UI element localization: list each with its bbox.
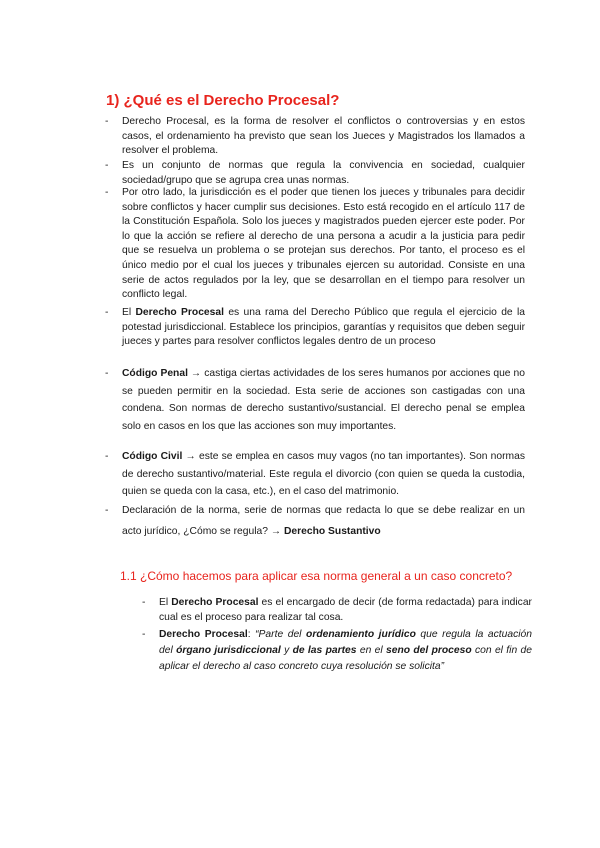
bullet-dash: - [105,187,109,198]
list-item: - El Derecho Procesal es una rama del Derecho Público que regula el ejercicio de la potestad jurisdiccional. Establece los principios, garantías y requisitos que deben seguir jueces y partes para resolver conflictos legales dentro de un proceso [105,307,525,348]
list-item: - Código Civil → este se emplea en casos muy vagos (no tan importantes). Son normas de derecho sustantivo/material. Este regula el divorcio (con quien se queda la custodia, quien se queda con la casa, etc.), en el caso del matrimonio. [105,448,525,501]
arrow-icon: → [182,451,199,462]
term-bold: Código Penal [122,368,188,379]
term-bold: Código Civil [122,451,183,462]
bullet-dash: - [105,160,109,171]
item-text: Por otro lado, la jurisdicción es el poder que tienen los jueces y tribunales para decidir sobre conflictos y hacer cumplir sus decisiones. Esto está recogido en el artículo 117 de la Constitución Española. Solo los jueces y magistrados pueden ejercer este poder. Por lo que la acción se refiere al derecho de una persona a acudir a la justicia para pedir que se resuelva un problema o se protejan sus derechos. Por tanto, el proceso es el único medio por el cual los jueces y tribunales ejercen su autoridad. Consiste en una serie de actos regulados por la ley, que se desarrollan en el tiempo para resolver un conflicto legal. [122,187,525,301]
bullet-dash: - [105,307,109,318]
list-item: - Código Penal → castiga ciertas actividades de los seres humanos por acciones que no se pueden permitir en la sociedad. Esta serie de acciones son castigadas con una condena. Son normas de derecho sustantivo/sustancial. El derecho penal se emplea solo en casos en los que las acciones son muy importantes. [105,365,525,435]
term-bold: Derecho Procesal [171,597,259,608]
arrow-icon: → [187,368,205,379]
sub-list-item: - Derecho Procesal: “Parte del ordenamiento jurídico que regula la actuación del órgano jurisdiccional y de las partes en el seno del proceso con el fin de aplicar el derecho al caso concreto cuya resolución se solicita” [142,629,532,672]
bullet-dash: - [142,597,146,608]
term-bold: Derecho Procesal [159,629,248,640]
section-heading: 1) ¿Qué es el Derecho Procesal? [106,92,340,109]
bullet-dash: - [105,451,109,462]
bullet-dash: - [142,629,146,640]
sub-list-item: - El Derecho Procesal es el encargado de decir (de forma redactada) para indicar cual es el proceso para realizar tal cosa. [142,597,532,623]
term-bold: Derecho Procesal [135,307,224,318]
bullet-dash: - [105,116,109,127]
bullet-dash: - [105,368,109,379]
list-item [105,186,525,303]
subsection-heading: 1.1 ¿Cómo hacemos para aplicar esa norma general a un caso concreto? [120,569,513,583]
term-bold: Derecho Sustantivo [283,526,381,537]
item-text: Es un conjunto de normas que regula la convivencia en sociedad, cualquier sociedad/grupo que se agrupa crea unas normas. [122,160,525,186]
list-item [105,115,525,159]
list-item [105,159,525,188]
definition-quote: “Parte del ordenamiento jurídico que regula la actuación del órgano jurisdiccional y de las partes en el seno del proceso con el fin de aplicar el derecho al caso concreto cuya resolución se solicita” [159,629,532,672]
bullet-dash: - [105,505,109,516]
list-item: - Declaración de la norma, serie de normas que redacta lo que se debe realizar en un acto jurídico, ¿Cómo se regula? → Derecho Sustantivo [105,500,525,542]
arrow-icon: → [270,526,284,537]
item-text: Derecho Procesal, es la forma de resolver el conflictos o controversias y en estos casos, el ordenamiento ha previsto que sean los Jueces y Magistrados los llamados a resolver el problema. [122,116,525,157]
